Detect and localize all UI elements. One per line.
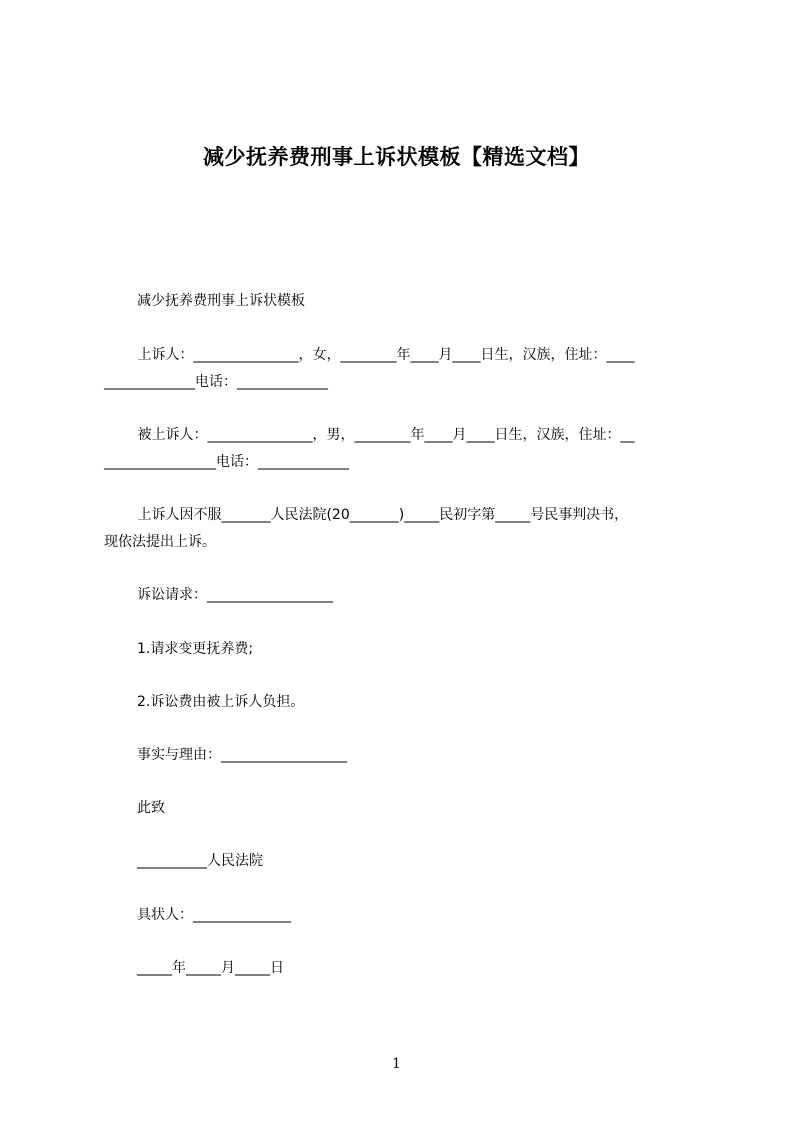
claims-heading: 诉讼请求：__________________: [137, 587, 333, 603]
appellee-line-continued: ________________电话：_____________: [104, 454, 349, 470]
claim-item-2: 2.诉讼费由被上诉人负担。: [137, 694, 305, 710]
subtitle-line: 减少抚养费刑事上诉状模板: [137, 293, 305, 309]
claim-item-1: 1.请求变更抚养费;: [137, 641, 254, 657]
date-line: _____年_____月_____日: [137, 960, 284, 976]
document-title: 减少抚养费刑事上诉状模板【精选文档】: [203, 145, 590, 169]
court-line: __________人民法院: [137, 853, 263, 869]
appellant-line: 上诉人：_______________，女，________年____月____日生，汉族，住址：____: [133, 347, 635, 363]
page-number: 1: [392, 1056, 401, 1072]
signer-line: 具状人：______________: [137, 907, 291, 923]
appeal-statement-line-continued: 现依法提出上诉。: [104, 534, 216, 550]
closing-salutation: 此致: [137, 800, 165, 816]
appeal-statement-line: 上诉人因不服_______人民法院(20_______)_____民初字第_____号民事判决书，: [133, 507, 629, 523]
appellant-line-continued: _____________电话：_____________: [104, 374, 328, 390]
appellee-line: 被上诉人：_______________，男，________年____月____日生，汉族，住址：__: [133, 427, 635, 443]
facts-heading: 事实与理由：__________________: [137, 747, 347, 763]
